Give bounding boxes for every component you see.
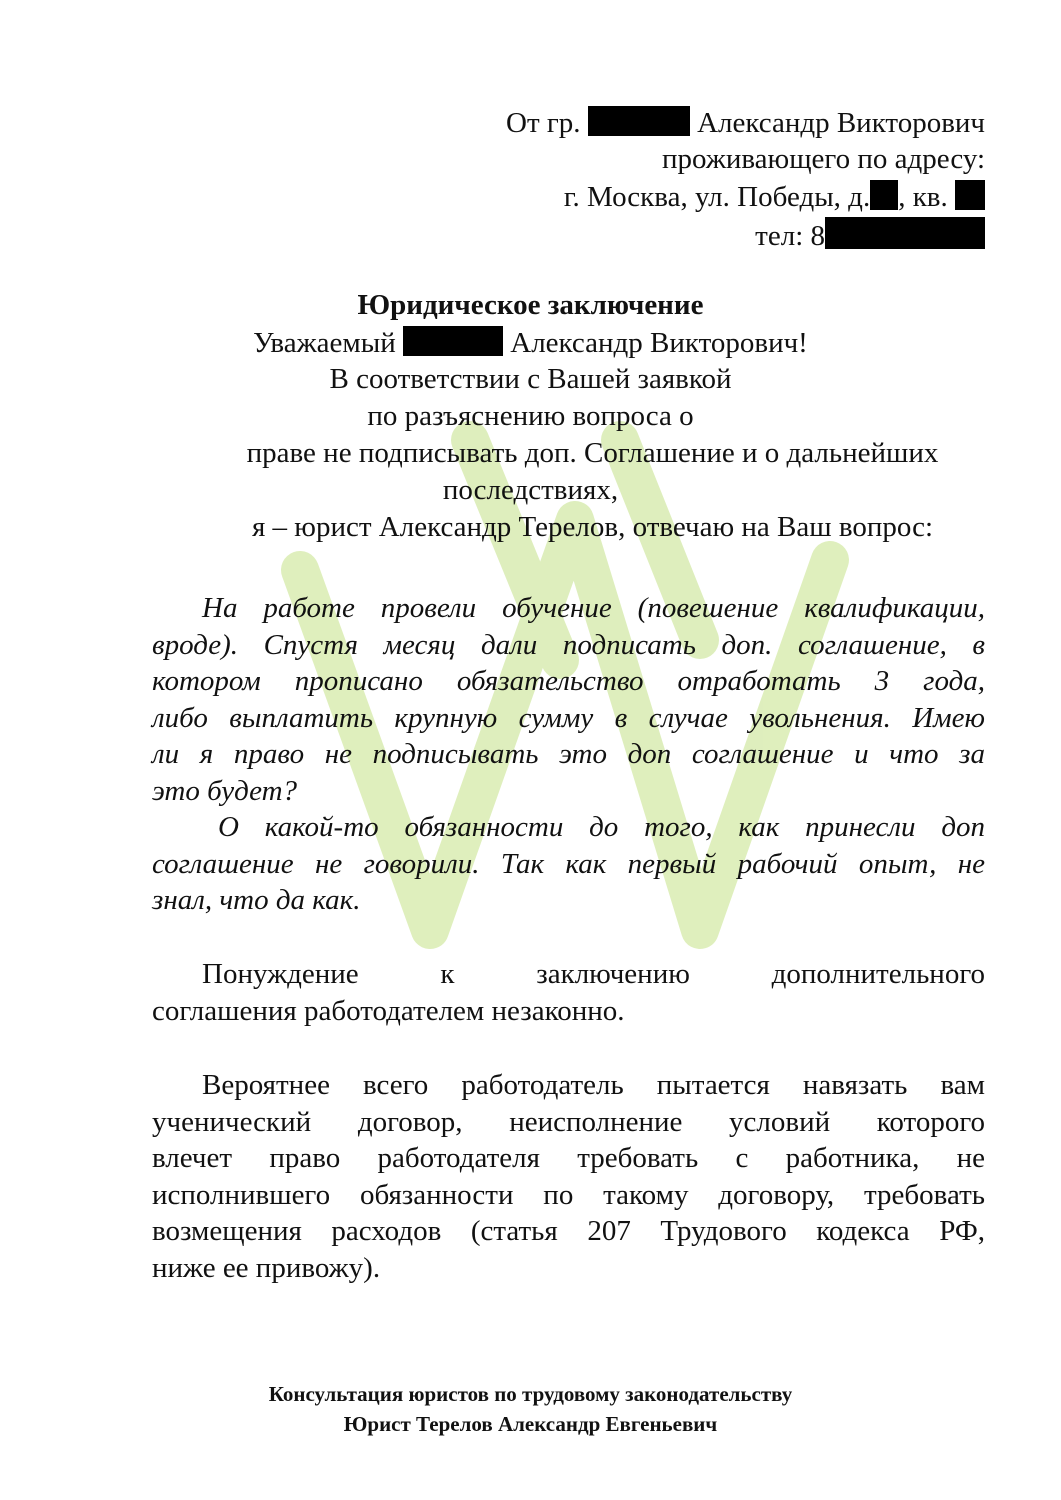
answer-line: соглашения работодателем незаконно. [152, 994, 625, 1027]
redacted-phone-number [825, 217, 985, 249]
question-paragraph-2 [152, 809, 985, 919]
answer-line: возмещения расходов (статья 207 Трудового кодекса РФ, [152, 1215, 985, 1247]
intro-line: последствиях, [442, 474, 619, 506]
redacted-apartment-number [955, 180, 985, 210]
greeting-line: Уважаемый Александр Викторович! [253, 327, 808, 359]
intro-line: я – юрист Александр Терелов, отвечаю на Ваш вопрос: [251, 511, 934, 543]
question-line: О какой-то обязанности до того, как принесли доп [218, 811, 985, 843]
intro-line: В соответствии с Вашей заявкой [329, 363, 732, 395]
question-line: это будет? [152, 774, 298, 807]
footer-line-1: Консультация юристов по трудовому законодательству [268, 1382, 793, 1406]
question-line: соглашение не говорили. Так как первый рабочий опыт, не [152, 847, 985, 880]
question-line: На работе провели обучение (повешение квалификации, [202, 592, 985, 624]
question-line: вроде). Спустя месяц дали подписать доп. соглашение, в [152, 628, 985, 661]
intro-line: праве не подписывать доп. Соглашение и о дальнейших [246, 437, 939, 469]
answer-line: Вероятнее всего работодатель пытается навязать вам [202, 1069, 985, 1101]
answer-paragraph-2 [152, 1067, 985, 1286]
redacted-surname [588, 106, 690, 136]
header-address: г. Москва, ул. Победы, д. , кв. [564, 180, 985, 213]
redacted-addressee-surname [403, 326, 503, 356]
answer-line: влечет право работодателя требовать с работника, не [152, 1142, 985, 1174]
question-line: либо выплатить крупную сумму в случае увольнения. Имею [152, 701, 985, 734]
answer-line: ниже ее привожу). [152, 1251, 381, 1284]
answer-line: исполнившего обязанности по такому договору, требовать [152, 1178, 985, 1211]
question-line: котором прописано обязательство отработать 3 года, [152, 665, 985, 697]
header-phone: тел: 8 [755, 217, 985, 252]
question-line: знал, что да как. [152, 884, 361, 916]
redacted-house-number [870, 180, 898, 210]
question-line: ли я право не подписывать это доп соглашение и что за [152, 738, 985, 770]
footer-line-2: Юрист Терелов Александр Евгеньевич [343, 1412, 718, 1436]
header-address-label: проживающего по адресу: [662, 143, 985, 175]
intro-line: по разъяснению вопроса о [367, 400, 694, 432]
document-title: Юридическое заключение [357, 289, 704, 321]
answer-line: Понуждение к заключению дополнительного [202, 958, 985, 990]
header-from-line: От гр. Александр Викторович [506, 107, 985, 139]
answer-line: ученический договор, неисполнение условий которого [152, 1105, 985, 1138]
answer-paragraph-1 [152, 956, 985, 1029]
question-paragraph-1 [152, 590, 985, 809]
